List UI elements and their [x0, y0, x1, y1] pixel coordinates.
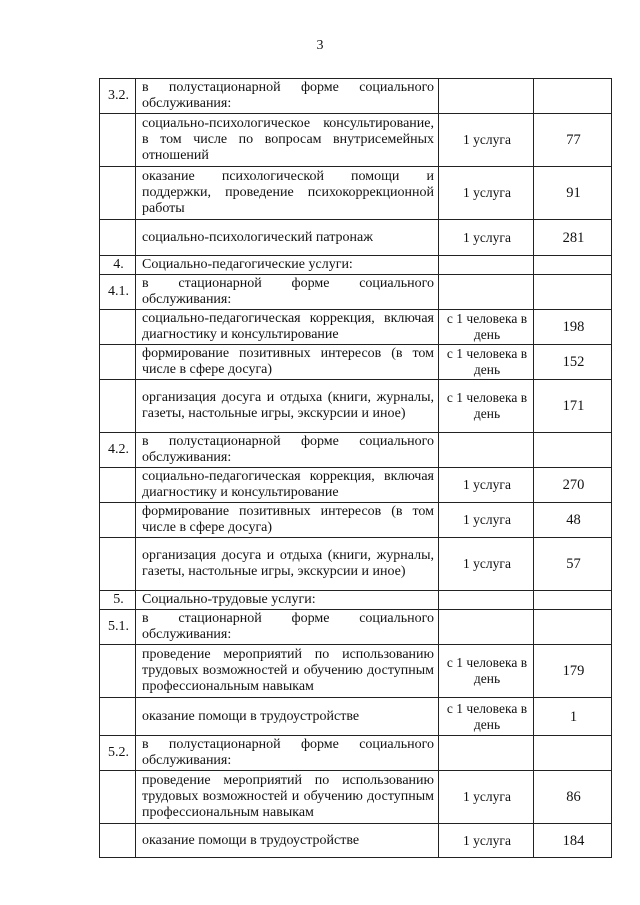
row-number-cell — [100, 380, 136, 433]
row-number-cell — [100, 468, 136, 503]
service-description-cell: оказание помощи в трудоустройстве — [136, 698, 439, 736]
table-row — [100, 220, 612, 256]
tariff-value-cell — [534, 79, 612, 114]
unit-cell — [439, 591, 534, 610]
table-row — [100, 645, 612, 698]
unit-cell — [439, 610, 534, 645]
row-number-cell — [100, 167, 136, 220]
table-body — [100, 79, 612, 858]
service-description-cell: проведение мероприятий по использованию трудовых возможностей и обучению доступным профессиональным навыкам — [136, 771, 439, 824]
row-number-cell — [100, 824, 136, 858]
table-row — [100, 503, 612, 538]
unit-cell: с 1 человека в день — [439, 310, 534, 345]
service-description-cell: в полустационарной форме социального обслуживания: — [136, 433, 439, 468]
service-description-cell: социально-педагогическая коррекция, включая диагностику и консультирование — [136, 468, 439, 503]
tariff-value-cell: 184 — [534, 824, 612, 858]
row-number-cell: 3.2. — [100, 79, 136, 114]
unit-cell: 1 услуга — [439, 503, 534, 538]
table-row — [100, 433, 612, 468]
tariff-value-cell: 281 — [534, 220, 612, 256]
tariff-value-cell: 57 — [534, 538, 612, 591]
unit-cell: 1 услуга — [439, 468, 534, 503]
tariff-value-cell: 1 — [534, 698, 612, 736]
unit-cell: 1 услуга — [439, 824, 534, 858]
service-description-cell: социально-педагогическая коррекция, включая диагностику и консультирование — [136, 310, 439, 345]
unit-cell: 1 услуга — [439, 114, 534, 167]
table-row — [100, 256, 612, 275]
unit-cell: 1 услуга — [439, 167, 534, 220]
tariff-value-cell — [534, 591, 612, 610]
unit-cell: 1 услуга — [439, 538, 534, 591]
unit-cell: 1 услуга — [439, 220, 534, 256]
tariff-value-cell: 198 — [534, 310, 612, 345]
tariff-value-cell: 171 — [534, 380, 612, 433]
unit-cell — [439, 79, 534, 114]
table-row — [100, 771, 612, 824]
services-tariff-table — [99, 78, 612, 858]
unit-cell: с 1 человека в день — [439, 345, 534, 380]
service-description-cell: в полустационарной форме социального обслуживания: — [136, 736, 439, 771]
tariff-value-cell — [534, 736, 612, 771]
tariff-value-cell: 86 — [534, 771, 612, 824]
unit-cell: с 1 человека в день — [439, 698, 534, 736]
table-row — [100, 698, 612, 736]
table-row — [100, 538, 612, 591]
row-number-cell: 5.2. — [100, 736, 136, 771]
table-row — [100, 736, 612, 771]
service-description-cell: социально-психологический патронаж — [136, 220, 439, 256]
service-description-cell: организация досуга и отдыха (книги, журналы, газеты, настольные игры, экскурсии и иное) — [136, 538, 439, 591]
service-description-cell: в полустационарной форме социального обслуживания: — [136, 79, 439, 114]
table-row — [100, 114, 612, 167]
tariff-value-cell: 152 — [534, 345, 612, 380]
row-number-cell — [100, 538, 136, 591]
tariff-value-cell — [534, 610, 612, 645]
unit-cell — [439, 433, 534, 468]
row-number-cell — [100, 771, 136, 824]
tariff-value-cell: 77 — [534, 114, 612, 167]
row-number-cell — [100, 698, 136, 736]
service-description-cell: оказание помощи в трудоустройстве — [136, 824, 439, 858]
tariff-value-cell: 91 — [534, 167, 612, 220]
tariff-value-cell: 270 — [534, 468, 612, 503]
row-number-cell — [100, 345, 136, 380]
service-description-cell: оказание психологической помощи и поддержки, проведение психокоррекционной работы — [136, 167, 439, 220]
row-number-cell: 4.2. — [100, 433, 136, 468]
table-row — [100, 824, 612, 858]
unit-cell: 1 услуга — [439, 771, 534, 824]
table-row — [100, 275, 612, 310]
table-row — [100, 610, 612, 645]
service-description-cell: в стационарной форме социального обслуживания: — [136, 610, 439, 645]
page-number: 3 — [316, 38, 324, 53]
row-number-cell: 5.1. — [100, 610, 136, 645]
service-description-cell: Социально-педагогические услуги: — [136, 256, 439, 275]
unit-cell: с 1 человека в день — [439, 380, 534, 433]
tariff-value-cell — [534, 433, 612, 468]
unit-cell — [439, 736, 534, 771]
tariff-value-cell — [534, 256, 612, 275]
row-number-cell: 5. — [100, 591, 136, 610]
row-number-cell: 4.1. — [100, 275, 136, 310]
unit-cell — [439, 275, 534, 310]
row-number-cell — [100, 114, 136, 167]
tariff-value-cell — [534, 275, 612, 310]
service-description-cell: Социально-трудовые услуги: — [136, 591, 439, 610]
table-row — [100, 310, 612, 345]
table-row — [100, 380, 612, 433]
service-description-cell: проведение мероприятий по использованию трудовых возможностей и обучению доступным профессиональным навыкам — [136, 645, 439, 698]
service-description-cell: организация досуга и отдыха (книги, журналы, газеты, настольные игры, экскурсии и иное) — [136, 380, 439, 433]
row-number-cell — [100, 310, 136, 345]
row-number-cell — [100, 220, 136, 256]
table-row — [100, 79, 612, 114]
table-row — [100, 591, 612, 610]
table-row — [100, 468, 612, 503]
tariff-value-cell: 48 — [534, 503, 612, 538]
row-number-cell — [100, 503, 136, 538]
service-description-cell: социально-психологическое консультирование, в том числе по вопросам внутрисемейных отношений — [136, 114, 439, 167]
service-description-cell: формирование позитивных интересов (в том числе в сфере досуга) — [136, 345, 439, 380]
row-number-cell — [100, 645, 136, 698]
unit-cell — [439, 256, 534, 275]
service-description-cell: формирование позитивных интересов (в том числе в сфере досуга) — [136, 503, 439, 538]
table-row — [100, 167, 612, 220]
row-number-cell: 4. — [100, 256, 136, 275]
table-row — [100, 345, 612, 380]
service-description-cell: в стационарной форме социального обслуживания: — [136, 275, 439, 310]
unit-cell: с 1 человека в день — [439, 645, 534, 698]
tariff-value-cell: 179 — [534, 645, 612, 698]
